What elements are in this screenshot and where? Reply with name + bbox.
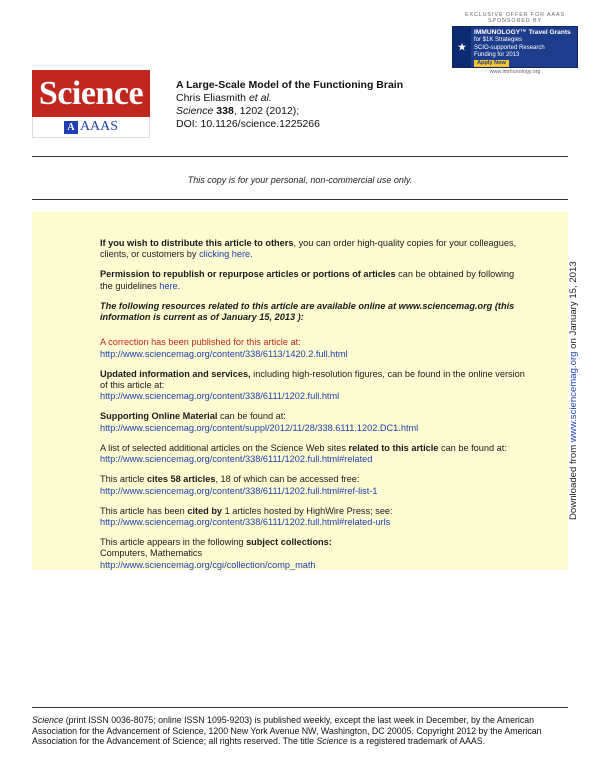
download-note xyxy=(568,261,580,520)
cites-heading: cites 58 articles xyxy=(146,474,216,485)
sponsor-banner[interactable] xyxy=(452,26,578,68)
aaas-logo xyxy=(32,117,150,138)
pages-year: , 1202 (2012); xyxy=(233,105,300,118)
som-rest: can be found at: xyxy=(217,411,286,422)
som-block xyxy=(100,411,525,433)
guidelines-here-link[interactable]: here. xyxy=(159,280,181,291)
updated-info-block xyxy=(100,369,525,403)
distribute-block xyxy=(100,238,525,260)
sponsor-line-3: Funding for 2013 xyxy=(474,51,520,58)
updated-info-text xyxy=(100,369,525,391)
footer-journal-name-2: Science xyxy=(316,736,348,747)
som-text xyxy=(100,411,525,422)
permission-heading: Permission to republish or repurpose articles or portions of articles xyxy=(100,269,396,280)
footer-journal-name: Science xyxy=(32,715,64,725)
download-note-date: on January 15, 2013 xyxy=(568,261,579,352)
cited-by-link[interactable]: http://www.sciencemag.org/content/338/6111/1202.full.html#related-urls xyxy=(100,516,391,527)
subject-link[interactable]: http://www.sciencemag.org/cgi/collection/comp_math xyxy=(100,559,316,570)
sponsor-banner-text xyxy=(471,27,574,67)
sponsor-top-text xyxy=(452,12,578,24)
article-reference xyxy=(176,105,403,118)
subject-names: Computers, Mathematics xyxy=(100,548,203,559)
cites-text xyxy=(100,474,525,485)
footer-text: (print ISSN 0036-8075; online ISSN 1095-9203) is published weekly, except the last week in December, by the American Association for the Advancement of Science, 1200 New York Avenue NW, Washington, DC 20005. Copyright 2012 by the American Association for the Advancement of Science; all rights reserved. The title xyxy=(32,715,542,747)
et-al: et al. xyxy=(248,92,272,105)
correction-text: A correction has been published for this article at: xyxy=(100,337,301,348)
science-logo xyxy=(32,70,150,138)
citation-block xyxy=(176,79,403,131)
journal-name: Science xyxy=(176,105,214,118)
personal-use-notice: This copy is for your personal, non-commercial use only. xyxy=(187,175,413,185)
updated-info-heading: Updated information and services, xyxy=(100,368,251,379)
cited-by-heading: cited by xyxy=(187,505,223,516)
sciencemag-link[interactable]: www.sciencemag.org xyxy=(568,351,579,443)
permission-text: can be obtained by following the guidelines xyxy=(100,269,515,291)
download-note-pre: Downloaded from xyxy=(568,442,579,520)
info-panel-content xyxy=(100,238,525,580)
related-text xyxy=(100,443,525,454)
sponsor-apply-button[interactable]: Apply Now xyxy=(474,60,509,67)
related-link[interactable]: http://www.sciencemag.org/content/338/6111/1202.full.html#related xyxy=(100,454,373,465)
subject-block xyxy=(100,537,525,571)
correction-link[interactable]: http://www.sciencemag.org/content/338/6113/1420.2.full.html xyxy=(100,348,348,359)
related-block xyxy=(100,443,525,465)
related-pre: A list of selected additional articles on the Science Web sites xyxy=(100,442,349,453)
subject-pre: This article appears in the following xyxy=(100,537,247,548)
updated-info-link[interactable]: http://www.sciencemag.org/content/338/6111/1202.full.html xyxy=(100,391,340,402)
science-wordmark: Science xyxy=(32,70,150,117)
aaas-text: AAAS xyxy=(79,119,119,135)
top-divider xyxy=(32,156,568,157)
cited-by-pre: This article has been xyxy=(100,505,188,516)
sponsor-headline: IMMUNOLOGY™ Travel Grants xyxy=(474,29,571,37)
related-post: can be found at: xyxy=(438,442,507,453)
correction-block xyxy=(100,337,525,359)
journal-volume: 338 xyxy=(216,105,234,118)
footer-divider xyxy=(32,707,568,708)
cites-block xyxy=(100,474,525,496)
aaas-mark-icon: A xyxy=(64,121,78,134)
cited-by-post: 1 articles hosted by HighWire Press; see: xyxy=(222,505,393,516)
article-authors xyxy=(176,92,403,105)
middle-divider xyxy=(32,199,568,200)
sponsor-sponsored-line: SPONSORED BY xyxy=(488,18,542,25)
cites-pre: This article xyxy=(100,474,147,485)
distribute-heading: If you wish to distribute this article to others xyxy=(100,238,294,248)
subject-heading: subject collections: xyxy=(246,537,332,548)
footer-trademark: is a registered trademark of AAAS. xyxy=(347,736,486,747)
sponsor-badge-icon: ★ xyxy=(453,27,471,67)
author-name: Chris Eliasmith xyxy=(176,92,247,105)
cites-link[interactable]: http://www.sciencemag.org/content/338/6111/1202.full.html#ref-list-1 xyxy=(100,485,378,496)
cited-by-text xyxy=(100,506,525,517)
distribute-text: , you can order high-quality copies for your colleagues, clients, or customers by xyxy=(100,238,517,260)
article-title: A Large-Scale Model of the Functioning Brain xyxy=(176,79,404,91)
copyright-footer xyxy=(32,715,568,747)
cites-post: , 18 of which can be accessed free: xyxy=(215,474,360,485)
subject-text xyxy=(100,537,525,548)
article-doi: DOI: 10.1126/science.1225266 xyxy=(176,118,320,131)
related-heading: related to this article xyxy=(348,442,439,453)
som-link[interactable]: http://www.sciencemag.org/content/suppl/2012/11/28/338.6111.1202.DC1.html xyxy=(100,422,419,433)
resources-heading: The following resources related to this article are available online at www.sciencemag.org (this information is current as of January 15, 2013 ): xyxy=(100,300,515,323)
sponsor-url[interactable]: www.immunology.org xyxy=(489,69,541,76)
som-heading: Supporting Online Material xyxy=(100,411,218,422)
sponsor-ad[interactable] xyxy=(452,12,578,76)
cited-by-block xyxy=(100,506,525,528)
sponsor-offer-line: EXCLUSIVE OFFER FOR AAAS xyxy=(464,12,566,18)
sponsor-line-1: for $1K Strategies xyxy=(474,37,523,44)
permission-block xyxy=(100,269,525,291)
sponsor-line-2: SCIO-supported Research xyxy=(474,44,545,51)
updated-info-rest: including high-resolution figures, can be found in the online version of this article at: xyxy=(100,368,525,390)
clicking-here-link[interactable]: clicking here. xyxy=(199,249,253,260)
